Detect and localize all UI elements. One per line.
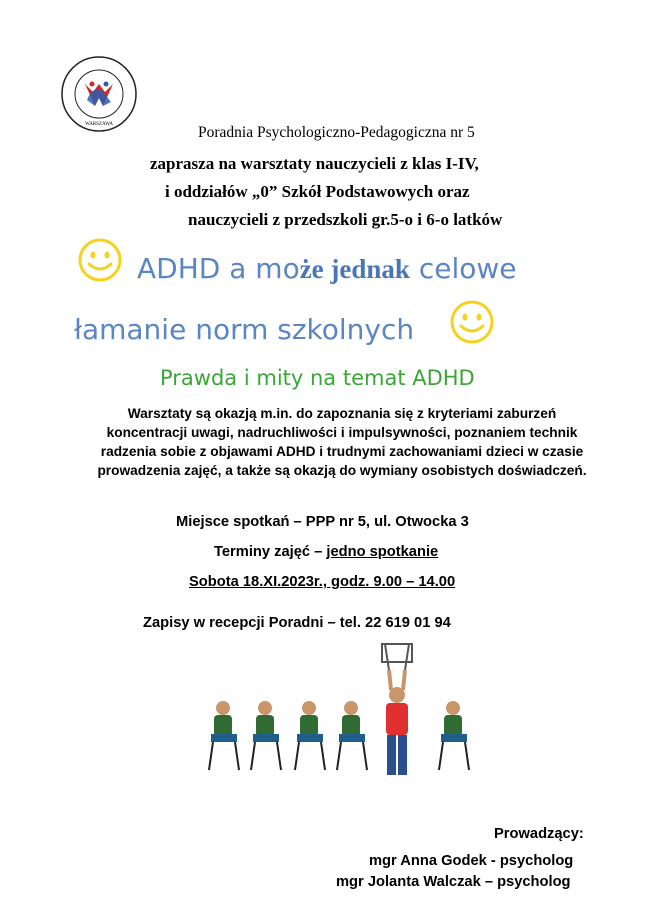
logo-bottom-text: WARSZAWA [85,122,113,127]
school-logo [60,55,138,133]
smiley-icon [450,300,494,344]
children-illustration [195,640,485,790]
standing-child-with-chair [382,644,412,775]
organization-name: Poradnia Psychologiczno-Pedagogiczna nr 5 [198,124,475,141]
invitation-line-2: i oddziałów „0” Szkół Podstawowych oraz [165,182,470,201]
seated-child [439,701,469,770]
subtitle: Prawda i mity na temat ADHD [160,366,475,390]
seated-child [295,701,325,770]
seated-child [337,701,367,770]
meeting-date: Sobota 18.XI.2023r., godz. 9.00 – 14.00 [189,574,456,590]
leaders-heading: Prowadzący: [494,826,584,842]
leader-2: mgr Jolanta Walczak – psycholog [336,874,571,890]
title-line-2: łamanie norm szkolnych [74,313,415,346]
invitation-line-3: nauczycieli z przedszkoli gr.5-o i 6-o latków [188,210,503,229]
title-line-1: ADHD a może jednak celowe [137,252,517,285]
workshop-description: Warsztaty są okazją m.in. do zapoznania się z kryteriami zaburzeń koncentracji uwagi, nadruchliwości i impulsywności, poznaniem technik radzenia sobie z objawami ADHD i trudnymi zachowaniami dzieci w czasie prowadzenia zajęć, a także są okazją do wymiany osobistych doświadczeń. [97,406,587,478]
invitation-line-1: zaprasza na warsztaty nauczycieli z klas I-IV, [150,154,479,173]
smiley-icon [78,238,122,282]
seated-child [209,701,239,770]
meeting-place: Miejsce spotkań – PPP nr 5, ul. Otwocka 3 [176,514,469,530]
seated-child [251,701,281,770]
leader-1: mgr Anna Godek - psycholog [369,853,574,869]
meeting-terms: Terminy zajęć – jedno spotkanie [214,544,439,560]
signup-info: Zapisy w recepcji Poradni – tel. 22 619 01 94 [143,615,451,631]
